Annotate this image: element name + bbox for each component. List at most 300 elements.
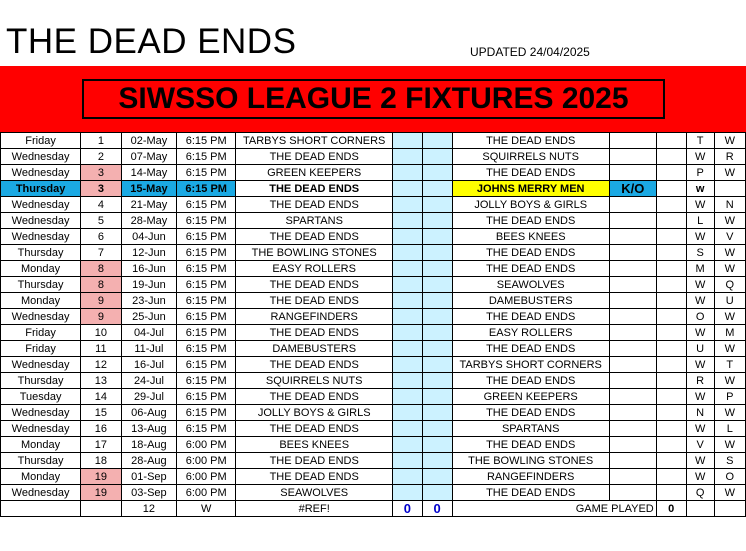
fixture-result-blank [656,181,686,197]
fixture-home-team: GREEN KEEPERS [236,165,393,181]
fixture-time: 6:15 PM [177,421,236,437]
fixture-ko [609,229,656,245]
fixture-row [1,421,746,437]
fixture-row [1,277,746,293]
fixture-result-blank [656,373,686,389]
fixture-away-team: THE DEAD ENDS [452,309,609,325]
fixture-date: 19-Jun [121,277,177,293]
score-away-cell [422,389,452,405]
fixture-result-blank [656,485,686,501]
score-home-cell [393,373,422,389]
fixture-week: 4 [81,197,121,213]
fixture-ko [609,325,656,341]
fixture-away-team: GREEN KEEPERS [452,389,609,405]
fixture-away-team: THE DEAD ENDS [452,165,609,181]
fixture-time: 6:15 PM [177,293,236,309]
league-title-box [82,79,665,119]
fixture-home-team: RANGEFINDERS [236,309,393,325]
fixture-result-blank [656,437,686,453]
fixture-week: 12 [81,357,121,373]
score-away-cell [422,437,452,453]
fixture-week: 3 [81,181,121,197]
fixture-result-2: W [714,309,745,325]
fixture-result-blank [656,261,686,277]
summary-blank [686,501,714,517]
fixture-time: 6:15 PM [177,149,236,165]
score-away-cell [422,165,452,181]
fixture-away-team: SPARTANS [452,421,609,437]
fixture-week: 6 [81,229,121,245]
score-home-cell [393,309,422,325]
fixture-date: 04-Jun [121,229,177,245]
fixture-result-2: N [714,197,745,213]
fixture-ko: K/O [609,181,656,197]
score-away-cell [422,197,452,213]
fixture-result-2: Q [714,277,745,293]
fixture-away-team: BEES KNEES [452,229,609,245]
fixture-day: Wednesday [1,149,81,165]
fixture-result-blank [656,165,686,181]
fixture-result-blank [656,453,686,469]
fixture-day: Wednesday [1,309,81,325]
fixture-row [1,485,746,501]
fixture-result-2: W [714,341,745,357]
fixture-result-1: V [686,437,714,453]
fixture-result-blank [656,149,686,165]
fixture-result-1: W [686,453,714,469]
fixture-week: 2 [81,149,121,165]
fixture-time: 6:15 PM [177,309,236,325]
fixture-row [1,453,746,469]
fixture-away-team: THE DEAD ENDS [452,373,609,389]
fixture-home-team: SQUIRRELS NUTS [236,373,393,389]
score-away-cell [422,485,452,501]
fixture-time: 6:15 PM [177,389,236,405]
fixture-day: Wednesday [1,229,81,245]
fixture-result-blank [656,133,686,149]
fixture-result-1: W [686,469,714,485]
fixture-result-blank [656,325,686,341]
score-away-cell [422,277,452,293]
fixture-row [1,133,746,149]
fixture-day: Wednesday [1,165,81,181]
fixture-result-2: O [714,469,745,485]
fixture-result-1: W [686,197,714,213]
fixture-result-2: W [714,405,745,421]
fixture-row [1,213,746,229]
fixture-date: 25-Jun [121,309,177,325]
fixture-away-team: THE DEAD ENDS [452,213,609,229]
fixture-result-blank [656,213,686,229]
fixture-day: Wednesday [1,357,81,373]
fixture-day: Thursday [1,181,81,197]
fixture-result-blank [656,469,686,485]
league-title: SIWSSO LEAGUE 2 FIXTURES 2025 [118,82,629,115]
fixture-date: 28-May [121,213,177,229]
fixture-date: 03-Sep [121,485,177,501]
fixture-rows [1,133,746,501]
fixture-result-blank [656,389,686,405]
score-home-cell [393,133,422,149]
fixture-date: 06-Aug [121,405,177,421]
summary-day-code: W [177,501,236,517]
score-home-cell [393,293,422,309]
fixture-result-2: W [714,261,745,277]
fixture-result-1: w [686,181,714,197]
fixture-date: 04-Jul [121,325,177,341]
fixture-result-blank [656,229,686,245]
fixture-ko [609,485,656,501]
fixture-result-blank [656,421,686,437]
fixture-result-1: P [686,165,714,181]
score-away-cell [422,229,452,245]
fixture-row [1,437,746,453]
fixture-week: 13 [81,373,121,389]
fixture-week: 8 [81,261,121,277]
fixture-home-team: TARBYS SHORT CORNERS [236,133,393,149]
fixture-day: Wednesday [1,405,81,421]
fixture-away-team: SQUIRRELS NUTS [452,149,609,165]
fixture-ko [609,149,656,165]
fixture-day: Friday [1,325,81,341]
fixture-ko [609,469,656,485]
score-home-cell [393,277,422,293]
fixture-home-team: THE DEAD ENDS [236,277,393,293]
fixture-date: 16-Jul [121,357,177,373]
score-home-cell [393,389,422,405]
fixture-result-1: T [686,133,714,149]
fixture-result-2: V [714,229,745,245]
score-away-cell [422,325,452,341]
score-away-cell [422,133,452,149]
fixture-row [1,149,746,165]
fixture-home-team: THE DEAD ENDS [236,197,393,213]
fixture-result-1: W [686,229,714,245]
fixture-date: 14-May [121,165,177,181]
fixture-home-team: DAMEBUSTERS [236,341,393,357]
fixtures-table [0,132,746,517]
fixture-result-1: W [686,389,714,405]
score-away-cell [422,245,452,261]
fixture-row [1,165,746,181]
fixture-result-2: W [714,437,745,453]
fixture-ko [609,453,656,469]
games-played-label: GAME PLAYED [452,501,656,517]
fixture-result-blank [656,309,686,325]
fixture-ko [609,357,656,373]
score-away-cell [422,469,452,485]
fixture-time: 6:15 PM [177,213,236,229]
fixture-away-team: THE DEAD ENDS [452,341,609,357]
fixture-result-2 [714,181,745,197]
fixture-time: 6:00 PM [177,485,236,501]
fixture-home-team: THE DEAD ENDS [236,181,393,197]
fixture-day: Wednesday [1,421,81,437]
summary-row [1,501,746,517]
fixture-time: 6:15 PM [177,165,236,181]
fixture-day: Friday [1,133,81,149]
fixture-time: 6:00 PM [177,453,236,469]
fixture-result-1: W [686,357,714,373]
score-home-cell [393,197,422,213]
fixture-result-2: M [714,325,745,341]
score-home-cell [393,437,422,453]
fixture-week: 9 [81,309,121,325]
fixture-date: 11-Jul [121,341,177,357]
fixture-date: 23-Jun [121,293,177,309]
fixture-result-2: W [714,485,745,501]
fixture-row [1,181,746,197]
fixture-row [1,245,746,261]
fixture-date: 21-May [121,197,177,213]
summary-blank [714,501,745,517]
fixture-result-blank [656,197,686,213]
fixture-row [1,341,746,357]
score-away-cell [422,373,452,389]
fixture-result-blank [656,245,686,261]
fixture-away-team: THE DEAD ENDS [452,133,609,149]
score-home-cell [393,325,422,341]
fixture-result-1: W [686,149,714,165]
fixture-week: 1 [81,133,121,149]
fixture-result-1: U [686,341,714,357]
fixture-row [1,469,746,485]
fixture-result-blank [656,341,686,357]
fixture-home-team: SEAWOLVES [236,485,393,501]
fixture-time: 6:00 PM [177,469,236,485]
fixture-row [1,405,746,421]
fixture-result-1: S [686,245,714,261]
fixture-ko [609,341,656,357]
fixture-week: 5 [81,213,121,229]
score-home-cell [393,421,422,437]
fixture-ko [609,197,656,213]
summary-ref: #REF! [236,501,393,517]
fixture-week: 19 [81,469,121,485]
fixture-result-blank [656,357,686,373]
fixture-away-team: THE DEAD ENDS [452,245,609,261]
score-away-cell [422,421,452,437]
fixture-home-team: JOLLY BOYS & GIRLS [236,405,393,421]
score-home-cell [393,213,422,229]
fixture-ko [609,405,656,421]
fixture-date: 01-Sep [121,469,177,485]
fixture-time: 6:15 PM [177,133,236,149]
fixture-week: 11 [81,341,121,357]
fixture-day: Wednesday [1,485,81,501]
fixture-away-team: THE DEAD ENDS [452,405,609,421]
score-away-cell [422,149,452,165]
fixture-home-team: BEES KNEES [236,437,393,453]
fixture-day: Monday [1,437,81,453]
fixture-result-blank [656,405,686,421]
fixture-week: 16 [81,421,121,437]
score-away-total: 0 [422,501,452,517]
score-away-cell [422,405,452,421]
games-played-count: 0 [656,501,686,517]
fixture-ko [609,373,656,389]
score-home-cell [393,485,422,501]
fixture-result-2: W [714,213,745,229]
fixture-day: Thursday [1,245,81,261]
fixture-result-2: P [714,389,745,405]
fixture-result-2: L [714,421,745,437]
fixture-result-blank [656,277,686,293]
fixture-result-1: N [686,405,714,421]
fixture-away-team: EASY ROLLERS [452,325,609,341]
fixture-time: 6:15 PM [177,245,236,261]
fixture-day: Monday [1,293,81,309]
fixture-day: Tuesday [1,389,81,405]
fixture-ko [609,213,656,229]
summary-count: 12 [121,501,177,517]
fixture-date: 24-Jul [121,373,177,389]
fixture-away-team: THE BOWLING STONES [452,453,609,469]
fixture-away-team: THE DEAD ENDS [452,485,609,501]
fixture-date: 07-May [121,149,177,165]
fixture-row [1,229,746,245]
fixture-row [1,261,746,277]
fixture-result-1: W [686,293,714,309]
fixture-ko [609,293,656,309]
fixture-date: 13-Aug [121,421,177,437]
fixture-result-1: M [686,261,714,277]
fixture-day: Friday [1,341,81,357]
score-home-cell [393,357,422,373]
score-away-cell [422,309,452,325]
fixture-time: 6:15 PM [177,405,236,421]
score-away-cell [422,181,452,197]
fixture-week: 17 [81,437,121,453]
fixture-ko [609,277,656,293]
fixture-row [1,325,746,341]
fixture-week: 18 [81,453,121,469]
fixture-date: 12-Jun [121,245,177,261]
fixture-row [1,293,746,309]
fixture-result-1: W [686,277,714,293]
fixture-time: 6:15 PM [177,229,236,245]
score-away-cell [422,213,452,229]
fixture-home-team: THE DEAD ENDS [236,421,393,437]
fixture-away-team: TARBYS SHORT CORNERS [452,357,609,373]
fixture-week: 10 [81,325,121,341]
fixture-date: 02-May [121,133,177,149]
score-away-cell [422,293,452,309]
fixture-result-2: W [714,165,745,181]
fixture-ko [609,165,656,181]
score-home-cell [393,181,422,197]
fixture-date: 29-Jul [121,389,177,405]
fixture-ko [609,245,656,261]
fixture-result-1: R [686,373,714,389]
fixture-result-1: W [686,421,714,437]
fixture-day: Thursday [1,277,81,293]
fixture-time: 6:15 PM [177,197,236,213]
fixture-row [1,373,746,389]
fixture-home-team: THE DEAD ENDS [236,325,393,341]
fixture-time: 6:15 PM [177,261,236,277]
fixture-ko [609,421,656,437]
fixture-result-2: W [714,133,745,149]
fixture-result-1: Q [686,485,714,501]
fixture-time: 6:15 PM [177,277,236,293]
fixture-row [1,309,746,325]
fixture-away-team: SEAWOLVES [452,277,609,293]
fixture-home-team: THE DEAD ENDS [236,229,393,245]
fixture-away-team: RANGEFINDERS [452,469,609,485]
fixture-result-2: U [714,293,745,309]
fixture-home-team: SPARTANS [236,213,393,229]
score-home-total: 0 [393,501,422,517]
score-home-cell [393,405,422,421]
score-home-cell [393,261,422,277]
fixture-home-team: THE DEAD ENDS [236,389,393,405]
fixture-date: 15-May [121,181,177,197]
fixture-result-2: T [714,357,745,373]
fixture-home-team: THE DEAD ENDS [236,357,393,373]
fixture-ko [609,309,656,325]
fixture-result-1: L [686,213,714,229]
fixture-result-2: W [714,373,745,389]
fixture-time: 6:15 PM [177,357,236,373]
fixture-time: 6:15 PM [177,181,236,197]
fixture-result-blank [656,293,686,309]
league-banner [0,66,746,132]
fixture-result-2: R [714,149,745,165]
fixture-time: 6:15 PM [177,325,236,341]
fixture-time: 6:15 PM [177,373,236,389]
fixture-row [1,197,746,213]
score-away-cell [422,357,452,373]
fixture-row [1,389,746,405]
fixture-week: 14 [81,389,121,405]
score-away-cell [422,261,452,277]
fixture-week: 3 [81,165,121,181]
fixture-day: Monday [1,261,81,277]
fixture-week: 9 [81,293,121,309]
summary-blank [1,501,81,517]
fixture-home-team: EASY ROLLERS [236,261,393,277]
fixture-week: 15 [81,405,121,421]
fixture-row [1,357,746,373]
score-home-cell [393,469,422,485]
score-home-cell [393,165,422,181]
score-home-cell [393,229,422,245]
fixture-day: Monday [1,469,81,485]
fixture-away-team: JOLLY BOYS & GIRLS [452,197,609,213]
fixture-away-team: DAMEBUSTERS [452,293,609,309]
fixture-away-team: THE DEAD ENDS [452,437,609,453]
fixture-home-team: THE DEAD ENDS [236,453,393,469]
fixture-week: 7 [81,245,121,261]
score-away-cell [422,341,452,357]
fixture-date: 16-Jun [121,261,177,277]
fixture-away-team: JOHNS MERRY MEN [452,181,609,197]
fixture-ko [609,389,656,405]
fixture-day: Thursday [1,373,81,389]
fixture-date: 18-Aug [121,437,177,453]
fixture-ko [609,133,656,149]
team-title: THE DEAD ENDS [6,22,297,61]
score-home-cell [393,453,422,469]
updated-date: UPDATED 24/04/2025 [470,45,590,59]
score-home-cell [393,341,422,357]
fixture-ko [609,261,656,277]
fixture-result-2: S [714,453,745,469]
fixture-time: 6:15 PM [177,341,236,357]
fixture-result-2: W [714,245,745,261]
fixture-ko [609,437,656,453]
